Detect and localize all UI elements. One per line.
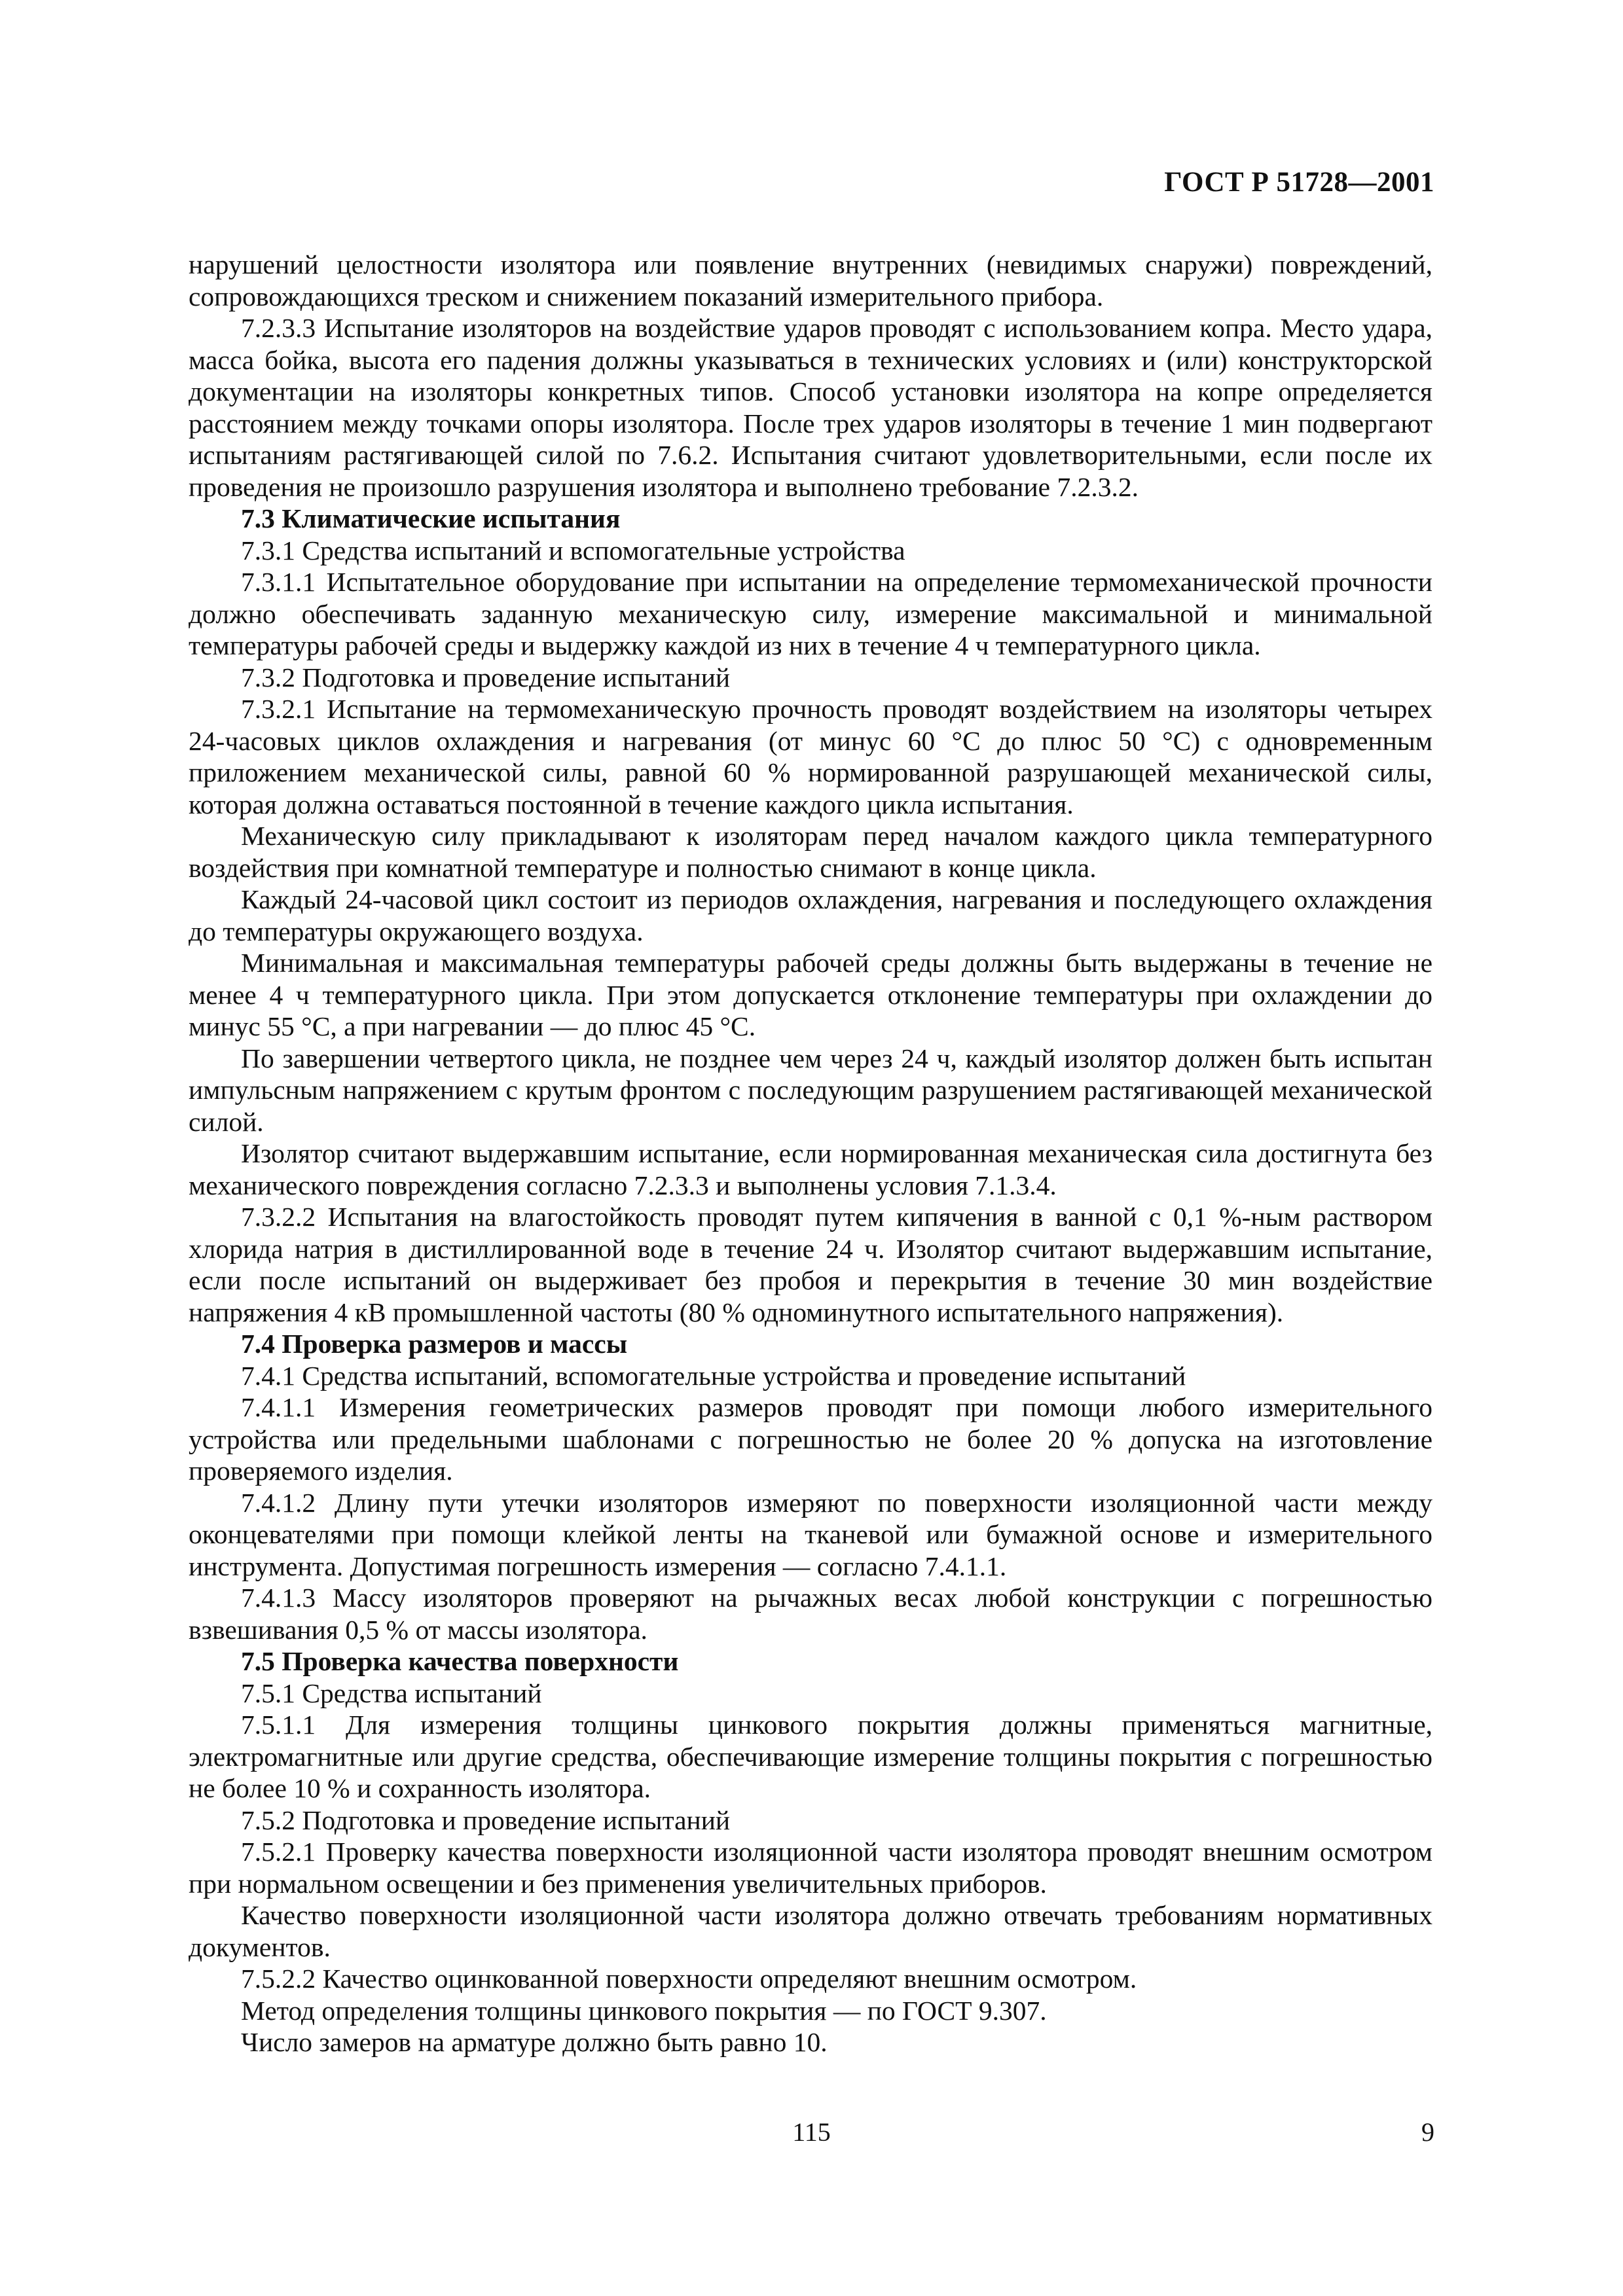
paragraph-temperatures: Минимальная и максимальная температуры рабочей среды должны быть выдержаны в течение не менее 4 ч температурного цикла. При этом допускается отклонение температуры при охлаждении до минус 55 °С, а при нагревании — до плюс 45 °С. xyxy=(189,948,1432,1041)
section-heading-7-3: 7.3 Климатические испытания xyxy=(241,503,621,533)
clause-7-4-1: 7.4.1 Средства испытаний, вспомогательные устройства и проведение испытаний xyxy=(241,1360,1186,1391)
paragraph-surface-quality: Качество поверхности изоляционной части изолятора должно отвечать требованиям нормативных документов. xyxy=(189,1900,1432,1962)
paragraph-continuation: нарушений целостности изолятора или появление внутренних (невидимых снаружи) повреждений, сопровождающихся треском и снижением показаний измерительного прибора. xyxy=(189,249,1432,312)
page-number-center: 115 xyxy=(792,2117,831,2147)
clause-7-4-1-3: 7.4.1.3 Массу изоляторов проверяют на рычажных весах любой конструкции с погрешностью взвешивания 0,5 % от массы изолятора. xyxy=(189,1583,1432,1645)
paragraph-method: Метод определения толщины цинкового покрытия — по ГОСТ 9.307. xyxy=(241,1995,1047,2026)
clause-7-2-3-3: 7.2.3.3 Испытание изоляторов на воздействие ударов проводят с использованием копра. Место удара, масса бойка, высота его падения должны указываться в технических условиях и (или) конструкторской документации на изоляторы конкретных типов. Способ установки изолятора на копре определяется расстоянием между точками опоры изолятора. После трех ударов изоляторы в течение 1 мин подвергают испытаниям растягивающей силой по 7.6.2. Испытания считают удовлетворительными, если после их проведения не произошло разрушения изолятора и выполнено требование 7.2.3.2. xyxy=(189,313,1432,502)
clause-7-5-1: 7.5.1 Средства испытаний xyxy=(241,1677,542,1708)
clause-7-3-2-1: 7.3.2.1 Испытание на термомеханическую прочность проводят воздействием на изоляторы четырех 24-часовых циклов охлаждения и нагревания (от минус 60 °С до плюс 50 °С) с одновременным приложением механической силы, равной 60 % нормированной разрушающей механической силы, которая должна оставаться постоянной в течение каждого цикла испытания. xyxy=(189,694,1432,819)
document-header-id: ГОСТ Р 51728—2001 xyxy=(1164,167,1434,198)
section-heading-7-5: 7.5 Проверка качества поверхности xyxy=(241,1646,679,1676)
clause-7-5-1-1: 7.5.1.1 Для измерения толщины цинкового покрытия должны применяться магнитные, электромагнитные или другие средства, обеспечивающие измерение толщины покрытия с погрешностью не более 10 % и сохранность изолятора. xyxy=(189,1710,1432,1803)
clause-7-4-1-1: 7.4.1.1 Измерения геометрических размеров проводят при помощи любого измерительного устройства или предельными шаблонами с погрешностью не более 20 % допуска на изготовление проверяемого изделия. xyxy=(189,1392,1432,1486)
paragraph-fourth-cycle: По завершении четвертого цикла, не позднее чем через 24 ч, каждый изолятор должен быть испытан импульсным напряжением с крутым фронтом с последующим разрушением растягивающей механической силой. xyxy=(189,1043,1432,1137)
paragraph-passed-test: Изолятор считают выдержавшим испытание, если нормированная механическая сила достигнута без механического повреждения согласно 7.2.3.3 и выполнены условия 7.1.3.4. xyxy=(189,1138,1432,1200)
clause-7-3-2-2: 7.3.2.2 Испытания на влагостойкость проводят путем кипячения в ванной с 0,1 %-ным раствором хлорида натрия в дистиллированной воде в течение 24 ч. Изолятор считают выдержавшим испытание, если после испытаний он выдерживает без пробоя и перекрытия в течение 30 мин воздействие напряжения 4 кВ промышленной частоты (80 % одноминутного испытательного напряжения). xyxy=(189,1202,1432,1327)
section-heading-7-4: 7.4 Проверка размеров и массы xyxy=(241,1329,628,1359)
paragraph-cycle: Каждый 24-часовой цикл состоит из периодов охлаждения, нагревания и последующего охлаждения до температуры окружающего воздуха. xyxy=(189,884,1432,946)
clause-7-5-2-1: 7.5.2.1 Проверку качества поверхности изоляционной части изолятора проводят внешним осмотром при нормальном освещении и без применения увеличительных приборов. xyxy=(189,1837,1432,1899)
clause-7-4-1-2: 7.4.1.2 Длину пути утечки изоляторов измеряют по поверхности изоляционной части между оконцевателями при помощи клейкой ленты на тканевой или бумажной основе и измерительного инструмента. Допустимая погрешность измерения — согласно 7.4.1.1. xyxy=(189,1487,1432,1581)
clause-7-3-1-1: 7.3.1.1 Испытательное оборудование при испытании на определение термомеханической прочности должно обеспечивать заданную механическую силу, измерение максимальной и минимальной температуры рабочей среды и выдержку каждой из них в течение 4 ч температурного цикла. xyxy=(189,567,1432,660)
clause-7-3-1: 7.3.1 Средства испытаний и вспомогательные устройства xyxy=(241,535,905,565)
document-body xyxy=(189,249,1432,2058)
clause-7-3-2: 7.3.2 Подготовка и проведение испытаний xyxy=(241,662,731,692)
clause-7-5-2-2: 7.5.2.2 Качество оцинкованной поверхности определяют внешним осмотром. xyxy=(241,1964,1137,1994)
paragraph-mechanical-force: Механическую силу прикладывают к изоляторам перед началом каждого цикла температурного воздействия при комнатной температуре и полностью снимают в конце цикла. xyxy=(189,821,1432,883)
clause-7-5-2: 7.5.2 Подготовка и проведение испытаний xyxy=(241,1804,731,1835)
paragraph-measurements-count: Число замеров на арматуре должно быть равно 10. xyxy=(241,2027,828,2057)
page-number-right: 9 xyxy=(1421,2117,1434,2147)
